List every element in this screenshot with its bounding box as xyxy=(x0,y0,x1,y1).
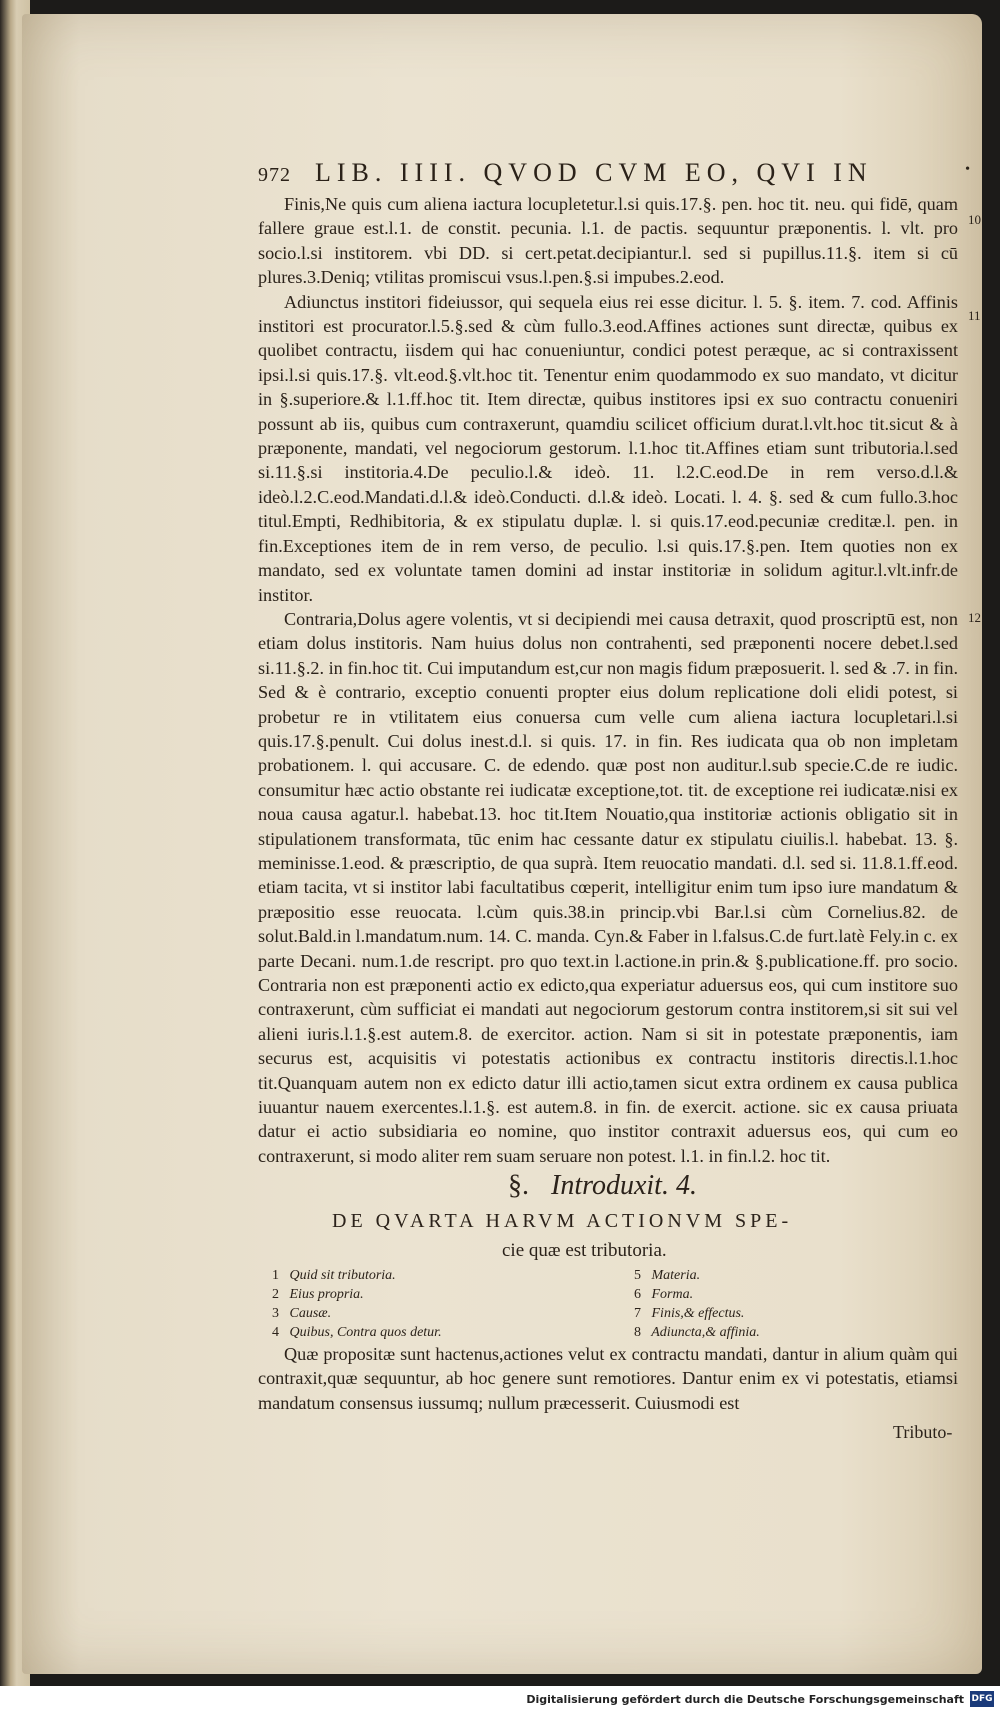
paragraph: Finis,Ne quis cum aliena iactura locupletetur.l.si quis.17.§. pen. hoc tit. neu. qui fidē, quam fallere graue est.l.1. de constit. pecunia. l.1. de pactis. sequuntur præponentis. l. vlt. pro socio.l.si institorem. vbi DD. si cert.petat.decipiantur.l. sed si pupillus.11.§. item si cū plures.3.Deniq; vtilitas promiscui vsus.l.pen.§.si impubes.2.eod. xyxy=(258,194,958,288)
section-mark: §. xyxy=(508,1170,529,1201)
toc-item: 1 Quid sit tributoria. xyxy=(272,1268,396,1283)
toc-right xyxy=(634,1266,884,1342)
dfg-logo-icon: DFG xyxy=(970,1691,994,1707)
margin-number: 10 xyxy=(968,212,981,227)
section-heading xyxy=(508,1170,808,1202)
paragraph: Contraria,Dolus agere volentis, vt si decipiendi mei causa detraxit, quod proscriptū est, non etiam dolus institoris. Nam huius dolus non contrahenti, sed præponenti nocere debet.l.sed si.11.§.2. in fin.hoc tit. Cui imputandum est,cur non magis fidum præposuerit. l. sed & .7. in fin. Sed & è contrario, exceptio conuenti propter eius dolum replicatione doli elidi potest, si probetur re in vtilitatem eius conuersa cum velle cum aliena iactura locupletari.l.si quis.17.§.penult. Cui dolus inest.d.l. si quis. 17. in fin. Res iudicata qua ob non impletam probationem. l. qui accusare. C. de edendo. quæ post non auditur.l.sub specie.C.de re iudic. consumitur hæc actio obstante rei iudicatæ exceptione,tot. tit. de exceptione rei iudicatæ.nisi ex noua causa agatur.l. habebat.13. hoc tit.Item Nouatio,qua institoriæ actionis obligatio sit in stipulationem transformata, tūc enim hac cessante datur ex stipulatu ciuilis.l. habebat. 13. §. meminisse.1.eod. & præscriptio, de qua suprà. Item reuocatio mandati. d.l. sed si. 11.8.1.ff.eod. etiam tacita, vt si institor labi facultatibus cœperit, intelligitur enim tum ipso iure mandatum & præpositio esse reuocata. l.cùm quis.38.in princip.vbi Bar.l.si cùm Cornelius.82. de solut.Bald.in l.mandatum.num. 14. C. manda. Cyn.& Faber in l.falsus.C.de furt.latè Fely.in c. ex parte Decani. num.1.de rescript. pro quo text.in l.actione.in prin.& §.publicatione.ff. pro socio. Contraria non est præponenti actio ex edicto,qua experiatur aduersus eos, qui cum institore suo contraxerunt, cùm sufficiat ei mandati aut negociorum gestorum contra institorem,si sit sui vel alieni iuris.l.1.§.est autem.8. de exercitor. action. Nam si sit in potestate præponentis, iam securus est, acquisitis vi potestatis actionibus ex contractu institoris directis.l.1.hoc tit.Quanquam autem non ex edicto datur illi actio,tamen sicut extra ordinem ex causa publica iuuantur nauem exercentes.l.1.§. est autem.8. in fin. de exercit. actione. sic ex causa priuata datur ei actio subsidiaria eo nomine, quo institor contraxit aduersus eos, qui cum eo contraxerunt, si modo aliter rem suam seruare non potest. l.1. in fin.l.2. hoc tit. xyxy=(258,608,958,1166)
toc-item: 5 Materia. xyxy=(634,1268,701,1283)
section-subtitle: DE QVARTA HARVM ACTIONVM SPE- xyxy=(332,1210,793,1232)
toc-item: 8 Adiuncta,& affinia. xyxy=(634,1325,760,1340)
running-title: LIB. IIII. QVOD CVM EO, QVI IN xyxy=(315,158,873,187)
toc-item: 4 Quibus, Contra quos detur. xyxy=(272,1325,442,1340)
closing-paragraph xyxy=(258,1342,958,1415)
toc-item: 6 Forma. xyxy=(634,1287,694,1302)
toc-item: 7 Finis,& effectus. xyxy=(634,1306,745,1321)
toc-item: 2 Eius propria. xyxy=(272,1287,364,1302)
main-text xyxy=(258,192,958,1168)
toc-left xyxy=(272,1266,522,1342)
digitization-footer xyxy=(0,1686,1000,1714)
paragraph: Quæ propositæ sunt hactenus,actiones velut ex contractu mandati, dantur in alium quàm qui contraxit,quæ sequuntur, ab hoc genere sunt remotiores. Dantur enim ex vi potestatis, etiamsi mandatum consensus iussumq; nullum præcesserit. Cuiusmodi est xyxy=(258,1344,958,1413)
margin-number: 11 xyxy=(968,308,981,323)
running-header xyxy=(258,158,978,192)
margin-number: 12 xyxy=(968,610,981,625)
section-title: Introduxit. 4. xyxy=(551,1170,697,1201)
toc-item: 3 Causæ. xyxy=(272,1306,332,1321)
page-number: 972 xyxy=(258,164,291,186)
footer-credit: Digitalisierung gefördert durch die Deutsche Forschungsgemeinschaft xyxy=(526,1693,964,1706)
header-ornament: • xyxy=(965,162,976,177)
paragraph: Adiunctus institori fideiussor, qui sequela eius rei esse dicitur. l. 5. §. item. 7. cod. Affinis institori est procurator.l.5.§.sed & cùm fullo.3.eod.Affines actiones sunt directæ, quibus ex quolibet contractu, iisdem qui hac conueniuntur, condici potest peræque, ac si contraxissent ipsi.l.si quis.17.§. vlt.eod.§.vlt.hoc tit. Tenentur enim quodammodo ex suo mandato, vt dicitur in §.superiore.& l.1.ff.hoc tit. Item directæ, quibus institores ipsi ex suo contractu conueniri possunt ab iis, quibus cum contraxerunt, quamdiu scilicet officium durat.l.vlt.hoc tit.sicut & à præponente, mandati, vel negociorum gestorum. l.1.hoc tit.Affines etiam sunt tributoria.l.sed si.11.§.si institoria.4.De peculio.l.& ideò. 11. l.2.C.eod.De in rem verso.d.l.& ideò.l.2.C.eod.Mandati.d.l.& ideò.Conducti. d.l.& ideò. Locati. l. 4. §. sed & cum fullo.3.hoc titul.Empti, Redhibitoria, & ex stipulatu duplæ. l. si quis.17.eod.pecuniæ creditæ.l. pen. in fin.Exceptiones item de in rem verso, de peculio. l.si quis.17.§.pen. Item quoties non ex mandato, sed ex voluntate tamen domini ad instar institoriæ in solidum agitur.l.vlt.infr.de institor. xyxy=(258,291,958,605)
catchword: Tributo- xyxy=(893,1422,953,1442)
section-subtitle-cont: cie quæ est tributoria. xyxy=(502,1240,667,1261)
